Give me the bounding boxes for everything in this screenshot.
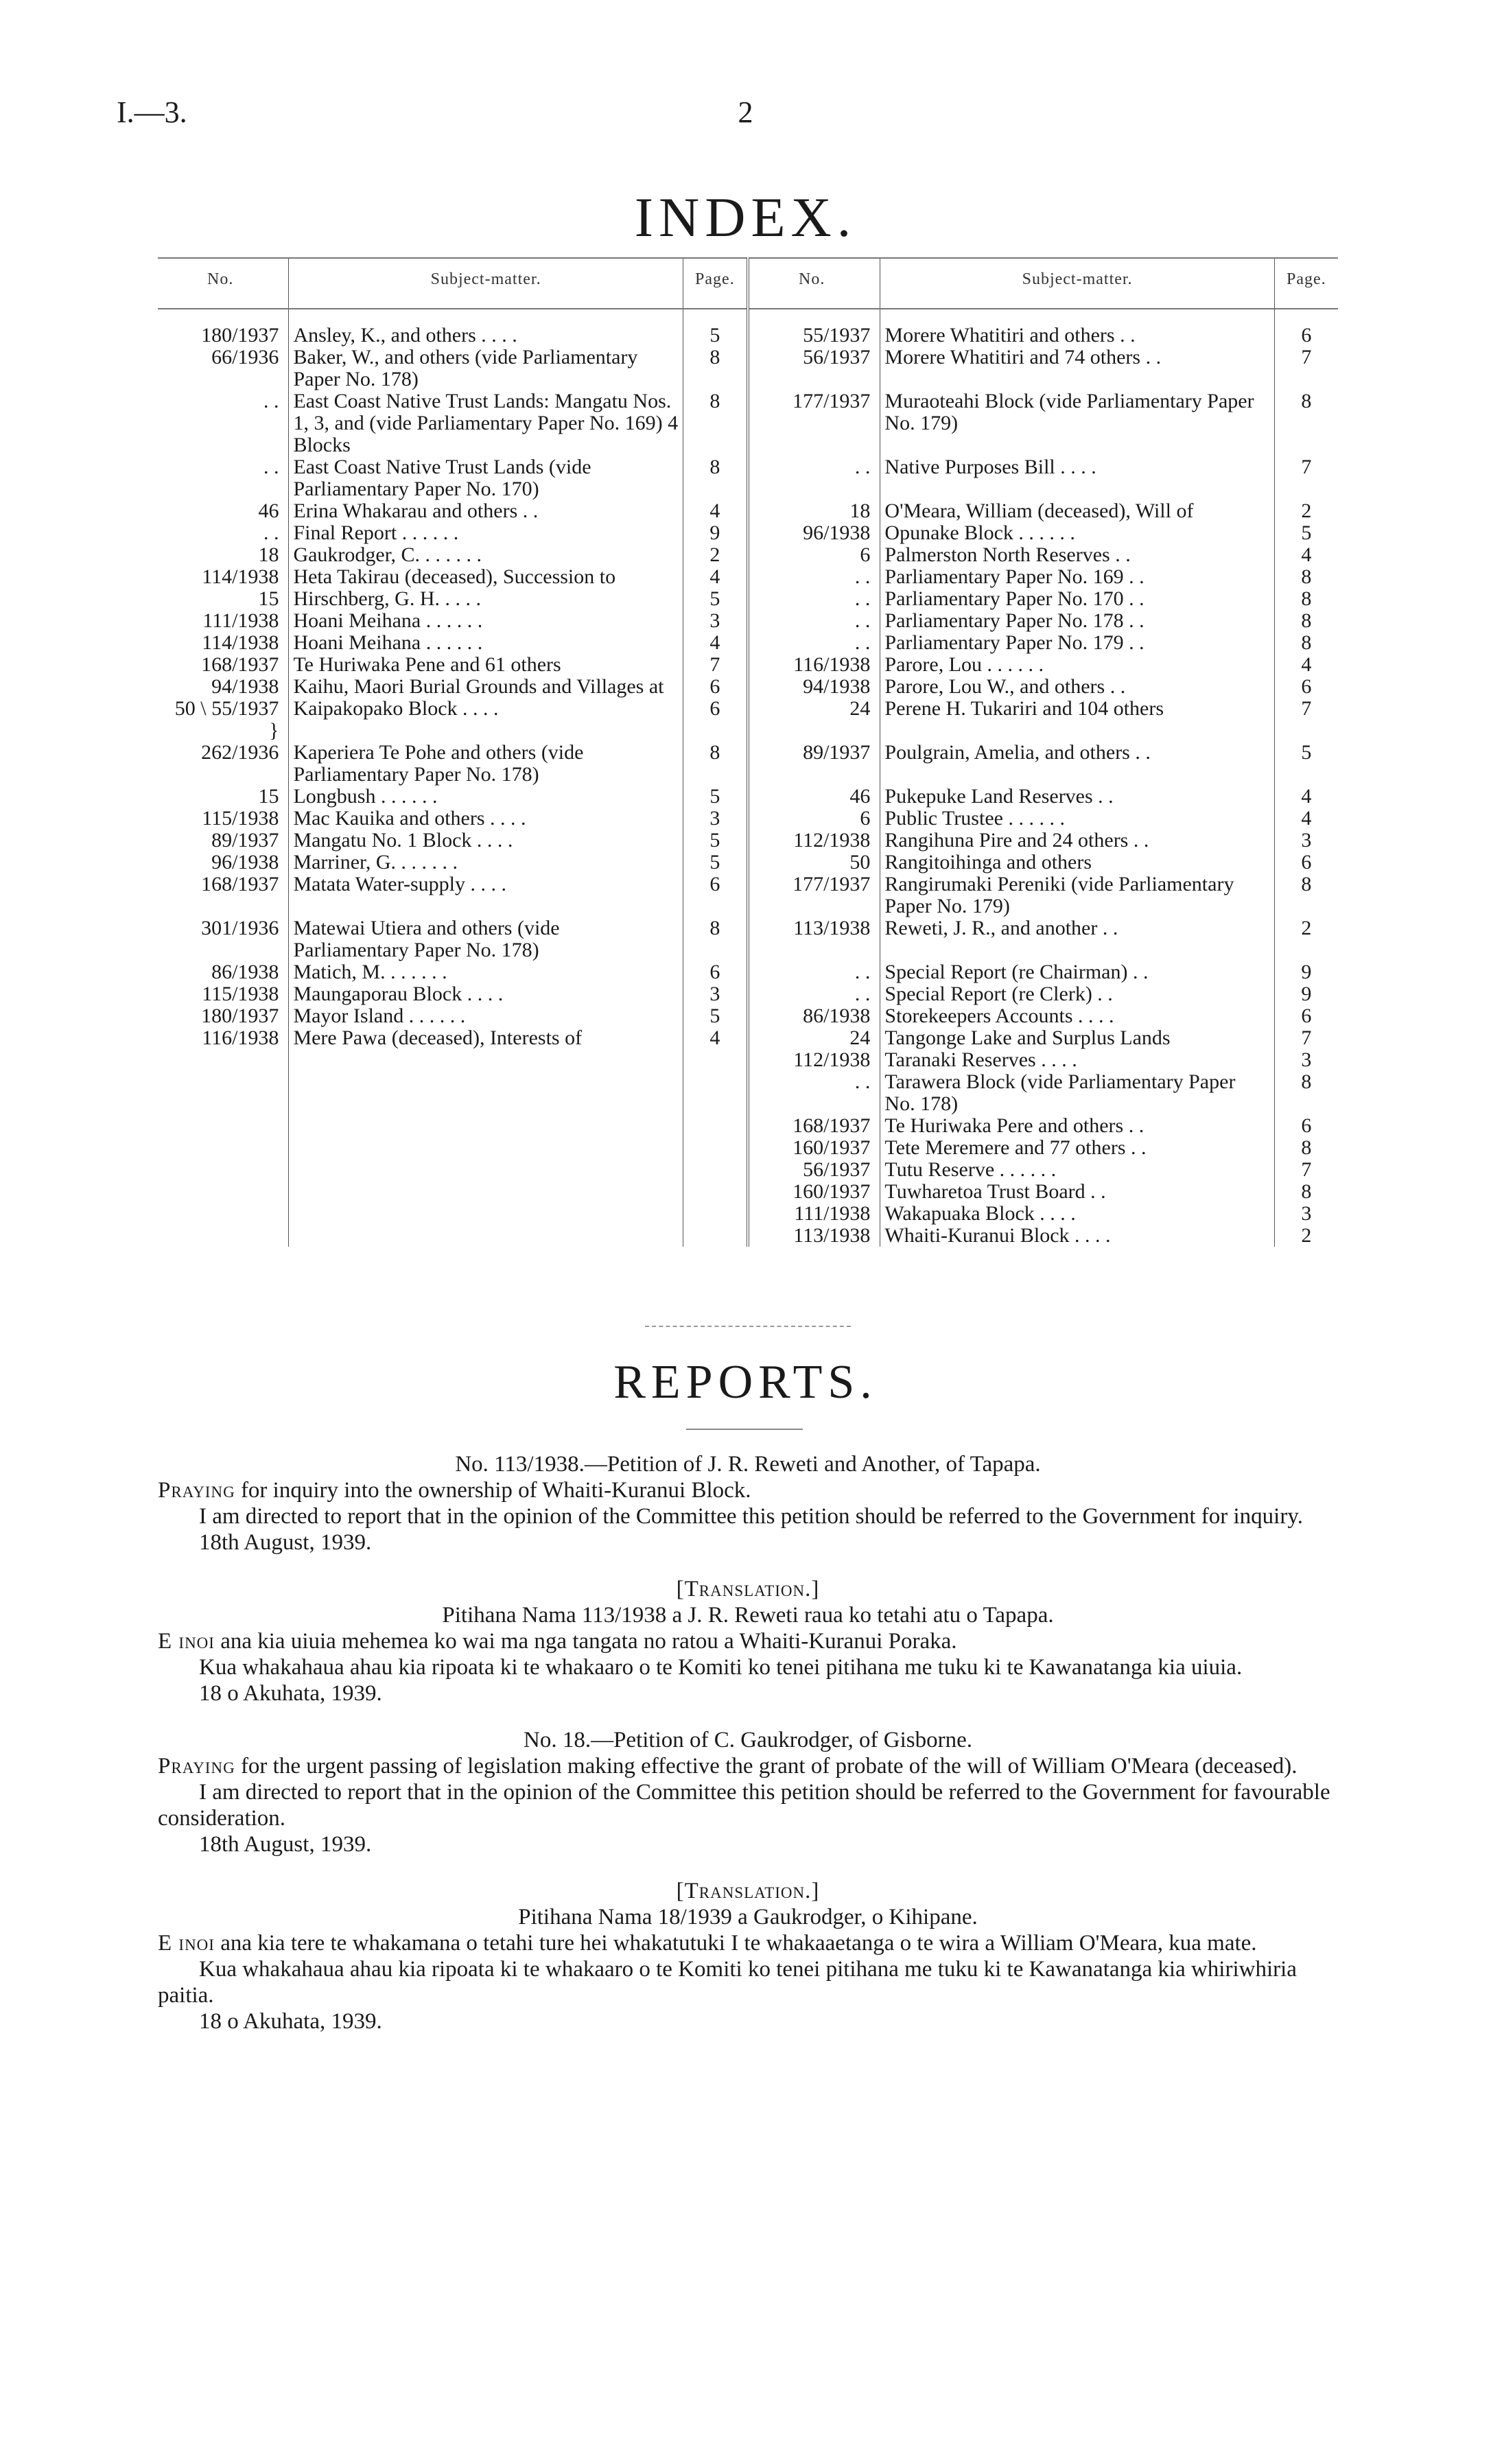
index-right-subject: Muraoteahi Block (vide Parliamentary Paper No. 179)	[880, 390, 1274, 456]
report-1-body: I am directed to report that in the opinion of the Committee this petition should be referred to the Government for inquiry.	[199, 1504, 1303, 1529]
index-left-subject: Matata Water-supply . . . .	[289, 873, 683, 917]
index-left-page: 2	[683, 544, 748, 566]
index-left-page: 8	[683, 456, 748, 500]
index-right-no: 46	[748, 786, 880, 808]
index-right-no: 111/1938	[748, 1203, 880, 1225]
index-right-subject: Poulgrain, Amelia, and others . .	[880, 742, 1274, 786]
index-right-no: 89/1937	[748, 742, 880, 786]
index-left-no: 15	[158, 588, 289, 610]
index-right-no: 56/1937	[748, 1159, 880, 1181]
index-left-page: 8	[683, 917, 748, 961]
index-row	[158, 1159, 1338, 1181]
index-left-subject: East Coast Native Trust Lands: Mangatu Nos. 1, 3, and (vide Parliamentary Paper No. 169) 4 Blocks	[289, 390, 683, 456]
index-right-page: 4	[1301, 807, 1312, 830]
index-row	[158, 1005, 1338, 1027]
index-row	[158, 390, 1338, 456]
translation-2-inoi	[158, 1930, 1338, 1956]
index-left-page	[683, 1137, 748, 1159]
index-left-no: . .	[158, 522, 289, 544]
index-left-subject: Erina Whakarau and others . .	[289, 500, 683, 522]
index-row	[158, 544, 1338, 566]
index-right-no: . .	[748, 983, 880, 1005]
index-left-subject: Maungaporau Block . . . .	[289, 983, 683, 1005]
index-left-no: 18	[158, 544, 289, 566]
index-row	[158, 830, 1338, 852]
index-left-no: 180/1937	[158, 309, 289, 347]
index-left-page: 7	[683, 654, 748, 676]
index-right-no: 112/1938	[748, 1049, 880, 1071]
praying-text: for inquiry into the ownership of Whaiti-Kuranui Block.	[240, 1478, 751, 1503]
index-left-no: 114/1938	[158, 566, 289, 588]
index-left-subject: Matich, M. . . . . . .	[289, 961, 683, 983]
index-left-subject: Mayor Island . . . . . .	[289, 1005, 683, 1027]
index-right-no: . .	[748, 632, 880, 654]
index-right-subject: Morere Whatitiri and 74 others . .	[880, 347, 1274, 390]
index-right-subject: Morere Whatitiri and others . .	[880, 309, 1274, 347]
index-right-subject: Rangihuna Pire and 24 others . .	[880, 830, 1274, 852]
index-left-page: 5	[683, 786, 748, 808]
index-left-no: 168/1937	[158, 873, 289, 917]
index-right-no: 50	[748, 852, 880, 873]
index-right-subject: Parore, Lou W., and others . .	[880, 676, 1274, 698]
index-row	[158, 917, 1338, 961]
index-right-page: 2	[1301, 917, 1312, 939]
col-page-right: Page.	[1274, 258, 1338, 309]
index-right-subject: Parliamentary Paper No. 179 . .	[880, 632, 1274, 654]
index-right-subject: Reweti, J. R., and another . .	[880, 917, 1274, 961]
index-left-page: 5	[683, 588, 748, 610]
index-right-page: 4	[1301, 653, 1312, 676]
index-left-no: 180/1937	[158, 1005, 289, 1027]
index-right-no: . .	[748, 1071, 880, 1115]
index-left-page: 9	[683, 522, 748, 544]
index-title: INDEX.	[634, 186, 857, 248]
index-row	[158, 632, 1338, 654]
index-left-page: 6	[683, 676, 748, 698]
index-left-subject: Baker, W., and others (vide Parliamentary Paper No. 178)	[289, 347, 683, 390]
index-right-subject: Storekeepers Accounts . . . .	[880, 1005, 1274, 1027]
index-row	[158, 1049, 1338, 1071]
index-left-page: 5	[683, 830, 748, 852]
index-right-subject: Te Huriwaka Pere and others . .	[880, 1115, 1274, 1137]
translation-1-heading: Pitihana Nama 113/1938 a J. R. Reweti raua ko tetahi atu o Tapapa.	[442, 1603, 1054, 1628]
index-left-subject: Longbush . . . . . .	[289, 786, 683, 808]
index-left-no: 96/1938	[158, 852, 289, 873]
index-right-page: 6	[1301, 851, 1312, 873]
index-right-page: 3	[1301, 1048, 1312, 1071]
index-right-no: 177/1937	[748, 873, 880, 917]
index-left-subject	[289, 1115, 683, 1137]
index-left-no: . .	[158, 456, 289, 500]
index-right-page: 7	[1301, 1026, 1312, 1049]
index-right-page: 8	[1301, 565, 1312, 588]
index-right-page: 8	[1301, 631, 1312, 654]
index-left-subject	[289, 1181, 683, 1203]
report-2-heading: No. 18.—Petition of C. Gaukrodger, of Gisborne.	[523, 1728, 972, 1752]
index-right-no: 160/1937	[748, 1137, 880, 1159]
index-right-page: 8	[1301, 390, 1312, 412]
index-left-subject: Kaperiera Te Pohe and others (vide Parliamentary Paper No. 178)	[289, 742, 683, 786]
index-row	[158, 852, 1338, 873]
index-body	[158, 309, 1338, 1247]
index-left-no: 111/1938	[158, 610, 289, 632]
index-left-no: 115/1938	[158, 808, 289, 830]
index-left-page: 5	[683, 852, 748, 873]
index-left-subject: Hirschberg, G. H. . . . .	[289, 588, 683, 610]
index-right-subject: Opunake Block . . . . . .	[880, 522, 1274, 544]
index-right-page: 6	[1301, 675, 1312, 698]
index-left-page: 5	[683, 309, 748, 347]
index-right-subject: Parliamentary Paper No. 178 . .	[880, 610, 1274, 632]
col-page-left: Page.	[683, 258, 748, 309]
index-right-page: 2	[1301, 1224, 1312, 1247]
index-left-subject: Mangatu No. 1 Block . . . .	[289, 830, 683, 852]
e-inoi-text: ana kia uiuia mehemea ko wai ma nga tangata no ratou a Whaiti-Kuranui Poraka.	[220, 1629, 957, 1654]
index-left-subject: Mere Pawa (deceased), Interests of	[289, 1027, 683, 1049]
index-left-subject: Kaihu, Maori Burial Grounds and Villages at	[289, 676, 683, 698]
index-right-subject: Perene H. Tukariri and 104 others	[880, 698, 1274, 742]
index-right-page: 8	[1301, 1070, 1312, 1093]
index-right-page: 8	[1301, 587, 1312, 610]
index-row	[158, 566, 1338, 588]
translation-1-date: 18 o Akuhata, 1939.	[199, 1681, 382, 1706]
index-left-subject: Hoani Meihana . . . . . .	[289, 632, 683, 654]
col-subject-left: Subject-matter.	[289, 258, 683, 309]
index-row	[158, 961, 1338, 983]
index-left-no	[158, 1203, 289, 1225]
index-left-no: 168/1937	[158, 654, 289, 676]
index-left-subject	[289, 1137, 683, 1159]
index-left-page: 6	[683, 961, 748, 983]
index-right-page: 8	[1301, 1180, 1312, 1203]
index-right-subject: Parore, Lou . . . . . .	[880, 654, 1274, 676]
index-right-page: 7	[1301, 346, 1312, 368]
index-left-subject: East Coast Native Trust Lands (vide Parliamentary Paper No. 170)	[289, 456, 683, 500]
index-left-page: 3	[683, 808, 748, 830]
index-left-no	[158, 1225, 289, 1247]
index-left-subject: Matewai Utiera and others (vide Parliamentary Paper No. 178)	[289, 917, 683, 961]
col-no-left: No.	[158, 258, 289, 309]
index-right-page: 4	[1301, 785, 1312, 808]
index-left-page: 4	[683, 1027, 748, 1049]
index-right-subject: Wakapuaka Block . . . .	[880, 1203, 1274, 1225]
index-right-page: 7	[1301, 697, 1312, 720]
index-left-subject: Hoani Meihana . . . . . .	[289, 610, 683, 632]
index-left-no: 15	[158, 786, 289, 808]
index-right-page: 7	[1301, 456, 1312, 478]
index-left-page	[683, 1181, 748, 1203]
index-left-no: 114/1938	[158, 632, 289, 654]
index-table	[158, 257, 1338, 1247]
index-right-subject: Rangirumaki Pereniki (vide Parliamentary Paper No. 179)	[880, 873, 1274, 917]
index-left-no: 115/1938	[158, 983, 289, 1005]
index-left-no: 86/1938	[158, 961, 289, 983]
praying-label: Praying	[158, 1754, 235, 1779]
index-right-subject: Tuwharetoa Trust Board . .	[880, 1181, 1274, 1203]
index-right-no: . .	[748, 610, 880, 632]
praying-text: for the urgent passing of legislation making effective the grant of probate of the will of William O'Meara (deceased).	[240, 1754, 1298, 1779]
translation-1-label: [Translation.]	[676, 1577, 820, 1601]
index-right-no: . .	[748, 456, 880, 500]
index-row	[158, 309, 1338, 347]
index-left-subject: Mac Kauika and others . . . .	[289, 808, 683, 830]
index-right-no: . .	[748, 961, 880, 983]
index-left-page	[683, 1225, 748, 1247]
index-left-page: 5	[683, 1005, 748, 1027]
index-right-page: 6	[1301, 1114, 1312, 1137]
index-right-no: 6	[748, 808, 880, 830]
index-right-subject: Tarawera Block (vide Parliamentary Paper No. 178)	[880, 1071, 1274, 1115]
index-header-row	[158, 258, 1338, 309]
index-right-subject: O'Meara, William (deceased), Will of	[880, 500, 1274, 522]
index-row	[158, 1203, 1338, 1225]
index-right-subject: Tete Meremere and 77 others . .	[880, 1137, 1274, 1159]
index-right-page: 2	[1301, 500, 1312, 522]
index-right-page: 5	[1301, 521, 1312, 544]
translation-2-label: [Translation.]	[676, 1879, 820, 1903]
index-left-subject	[289, 1049, 683, 1071]
index-right-no: 24	[748, 698, 880, 742]
index-row	[158, 654, 1338, 676]
index-row	[158, 500, 1338, 522]
index-left-subject: Marriner, G. . . . . . .	[289, 852, 683, 873]
index-left-page: 3	[683, 983, 748, 1005]
index-right-no: 113/1938	[748, 1225, 880, 1247]
index-right-subject: Tangonge Lake and Surplus Lands	[880, 1027, 1274, 1049]
index-row	[158, 1225, 1338, 1247]
report-1-date: 18th August, 1939.	[199, 1530, 372, 1555]
report-1-heading: No. 113/1938.—Petition of J. R. Reweti and Another, of Tapapa.	[455, 1452, 1041, 1477]
index-right-subject: Parliamentary Paper No. 170 . .	[880, 588, 1274, 610]
translation-2-heading: Pitihana Nama 18/1939 a Gaukrodger, o Kihipane.	[518, 1905, 978, 1929]
index-right-subject: Palmerston North Reserves . .	[880, 544, 1274, 566]
index-right-no: 177/1937	[748, 390, 880, 456]
index-left-no: 66/1936	[158, 347, 289, 390]
col-subject-right: Subject-matter.	[880, 258, 1274, 309]
index-left-page	[683, 1203, 748, 1225]
index-right-no: 94/1938	[748, 676, 880, 698]
translation-2-date: 18 o Akuhata, 1939.	[199, 2009, 382, 2034]
index-right-no: 55/1937	[748, 309, 880, 347]
index-right-page: 9	[1301, 983, 1312, 1005]
index-left-subject: Final Report . . . . . .	[289, 522, 683, 544]
translation-1-body: Kua whakahaua ahau kia ripoata ki te whakaaro o te Komiti ko tenei pitihana me tuku ki te Kawanatanga kia uiuia.	[199, 1655, 1243, 1680]
index-right-page: 8	[1301, 873, 1312, 895]
index-right-no: 86/1938	[748, 1005, 880, 1027]
reports-title-rule	[686, 1429, 803, 1430]
index-left-page	[683, 1071, 748, 1115]
index-right-page: 3	[1301, 829, 1312, 852]
index-left-subject	[289, 1203, 683, 1225]
index-left-no: 262/1936	[158, 742, 289, 786]
index-right-subject: Rangitoihinga and others	[880, 852, 1274, 873]
index-right-no: 113/1938	[748, 917, 880, 961]
index-right-page: 5	[1301, 741, 1312, 764]
report-1-praying	[158, 1477, 1338, 1503]
reports-title: REPORTS.	[613, 1356, 878, 1409]
index-right-page: 8	[1301, 1136, 1312, 1159]
translation-2-body: Kua whakahaua ahau kia ripoata ki te whakaaro o te Komiti ko tenei pitihana me tuku ki te Kawanatanga kia whiriwhiria paitia.	[158, 1957, 1297, 2008]
index-right-no: . .	[748, 566, 880, 588]
index-left-no	[158, 1159, 289, 1181]
index-left-page: 4	[683, 500, 748, 522]
index-left-no	[158, 1049, 289, 1071]
index-left-page: 8	[683, 390, 748, 456]
e-inoi-label: E inoi	[158, 1931, 215, 1956]
index-right-subject: Tutu Reserve . . . . . .	[880, 1159, 1274, 1181]
index-right-subject: Pukepuke Land Reserves . .	[880, 786, 1274, 808]
index-right-subject: Whaiti-Kuranui Block . . . .	[880, 1225, 1274, 1247]
index-left-subject: Te Huriwaka Pene and 61 others	[289, 654, 683, 676]
index-right-subject: Public Trustee . . . . . .	[880, 808, 1274, 830]
index-left-subject	[289, 1071, 683, 1115]
index-right-page: 3	[1301, 1202, 1312, 1225]
index-left-no: 301/1936	[158, 917, 289, 961]
index-left-page: 6	[683, 698, 748, 742]
index-row	[158, 1181, 1338, 1203]
index-row	[158, 588, 1338, 610]
index-right-page: 7	[1301, 1158, 1312, 1181]
index-right-no: 6	[748, 544, 880, 566]
index-right-subject: Taranaki Reserves . . . .	[880, 1049, 1274, 1071]
index-left-subject: Heta Takirau (deceased), Succession to	[289, 566, 683, 588]
index-right-subject: Native Purposes Bill . . . .	[880, 456, 1274, 500]
index-left-page	[683, 1049, 748, 1071]
index-right-page: 6	[1301, 1005, 1312, 1027]
index-row	[158, 983, 1338, 1005]
index-row	[158, 1137, 1338, 1159]
index-right-no: 112/1938	[748, 830, 880, 852]
index-left-subject: Kaipakopako Block . . . .	[289, 698, 683, 742]
index-left-subject: Ansley, K., and others . . . .	[289, 309, 683, 347]
index-left-page: 8	[683, 742, 748, 786]
index-left-page: 8	[683, 347, 748, 390]
index-left-no	[158, 1071, 289, 1115]
index-left-page: 3	[683, 610, 748, 632]
index-left-subject: Gaukrodger, C. . . . . . .	[289, 544, 683, 566]
index-left-no: 89/1937	[158, 830, 289, 852]
index-right-page: 8	[1301, 609, 1312, 632]
index-left-no: 94/1938	[158, 676, 289, 698]
index-right-subject: Special Report (re Chairman) . .	[880, 961, 1274, 983]
index-row	[158, 1027, 1338, 1049]
report-2-praying	[158, 1753, 1338, 1779]
e-inoi-text: ana kia tere te whakamana o tetahi ture hei whakatutuki I te whakaaetanga o te wira a William O'Meara, kua mate.	[220, 1931, 1257, 1956]
index-row	[158, 522, 1338, 544]
praying-label: Praying	[158, 1478, 235, 1503]
report-2-body: I am directed to report that in the opinion of the Committee this petition should be referred to the Government for favourable consideration.	[158, 1780, 1330, 1831]
index-row	[158, 1071, 1338, 1115]
section-divider	[645, 1326, 851, 1327]
index-left-page: 4	[683, 566, 748, 588]
index-row	[158, 610, 1338, 632]
index-right-no: . .	[748, 588, 880, 610]
reports-body	[158, 1451, 1338, 2034]
index-right-page: 6	[1301, 324, 1312, 347]
index-right-no: 56/1937	[748, 347, 880, 390]
index-left-no: . .	[158, 390, 289, 456]
document-reference: I.—3.	[117, 95, 187, 129]
index-row	[158, 1115, 1338, 1137]
index-row	[158, 698, 1338, 742]
index-row	[158, 347, 1338, 390]
index-right-no: 24	[748, 1027, 880, 1049]
index-row	[158, 808, 1338, 830]
index-right-no: 168/1937	[748, 1115, 880, 1137]
index-left-no	[158, 1137, 289, 1159]
index-right-no: 96/1938	[748, 522, 880, 544]
index-left-no	[158, 1115, 289, 1137]
index-left-subject	[289, 1225, 683, 1247]
index-right-no: 18	[748, 500, 880, 522]
index-left-no: 116/1938	[158, 1027, 289, 1049]
index-row	[158, 456, 1338, 500]
index-row	[158, 742, 1338, 786]
index-right-no: 116/1938	[748, 654, 880, 676]
index-left-no	[158, 1181, 289, 1203]
index-left-no: 50 \ 55/1937 }	[158, 698, 289, 742]
index-right-subject: Special Report (re Clerk) . .	[880, 983, 1274, 1005]
e-inoi-label: E inoi	[158, 1629, 215, 1654]
index-right-no: 160/1937	[748, 1181, 880, 1203]
col-no-right: No.	[748, 258, 880, 309]
index-left-page	[683, 1159, 748, 1181]
index-row	[158, 676, 1338, 698]
index-left-page: 6	[683, 873, 748, 917]
index-left-page	[683, 1115, 748, 1137]
report-2-date: 18th August, 1939.	[199, 1832, 372, 1857]
page-number: 2	[738, 95, 753, 129]
index-row	[158, 786, 1338, 808]
translation-1-inoi	[158, 1628, 1338, 1654]
index-left-page: 4	[683, 632, 748, 654]
index-right-page: 9	[1301, 961, 1312, 983]
index-right-page: 4	[1301, 543, 1312, 566]
index-right-subject: Parliamentary Paper No. 169 . .	[880, 566, 1274, 588]
index-left-no: 46	[158, 500, 289, 522]
index-left-subject	[289, 1159, 683, 1181]
index-row	[158, 873, 1338, 917]
